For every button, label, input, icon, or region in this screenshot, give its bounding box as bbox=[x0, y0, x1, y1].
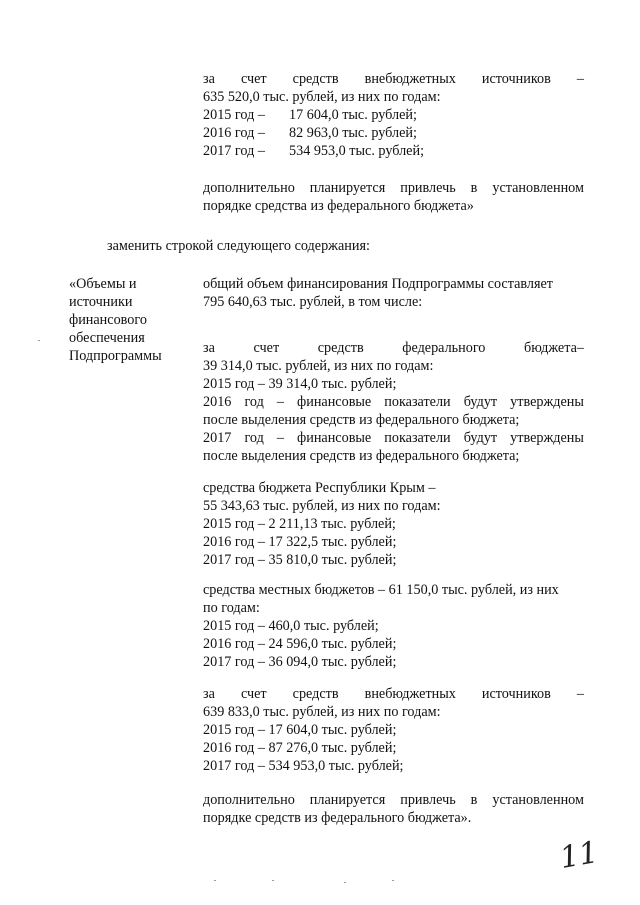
scan-speck bbox=[272, 880, 274, 881]
left-label-line-2: источники bbox=[69, 294, 133, 310]
left-label-line-4: обеспечения bbox=[69, 330, 145, 346]
top-extra-line2: порядке средства из федерального бюджета» bbox=[203, 198, 474, 214]
federal-line-2: 39 314,0 тыс. рублей, из них по годам: bbox=[203, 358, 434, 374]
top-year-2016: 2016 год – 82 963,0 тыс. рублей; bbox=[203, 125, 417, 141]
top-year-2017: 2017 год – 534 953,0 тыс. рублей; bbox=[203, 143, 425, 159]
crimea-year-2015: 2015 год – 2 211,13 тыс. рублей; bbox=[203, 516, 396, 532]
federal-year-2017-line2: после выделения средств из федерального бюджета; bbox=[203, 448, 520, 464]
top-intro-line2: 635 520,0 тыс. рублей, из них по годам: bbox=[203, 89, 441, 105]
crimea-year-2017: 2017 год – 35 810,0 тыс. рублей; bbox=[203, 552, 397, 568]
scan-speck bbox=[38, 340, 40, 341]
local-year-2015: 2015 год – 460,0 тыс. рублей; bbox=[203, 618, 379, 634]
crimea-line-2: 55 343,63 тыс. рублей, из них по годам: bbox=[203, 498, 441, 514]
extrabudget-year-2016: 2016 год – 87 276,0 тыс. рублей; bbox=[203, 740, 397, 756]
federal-line-1: за счет средств федерального бюджета– bbox=[203, 340, 584, 356]
local-year-2017: 2017 год – 36 094,0 тыс. рублей; bbox=[203, 654, 397, 670]
extrabudget-year-2015: 2015 год – 17 604,0 тыс. рублей; bbox=[203, 722, 397, 738]
page-number: 11 bbox=[557, 834, 601, 877]
crimea-line-1: средства бюджета Республики Крым – bbox=[203, 480, 436, 496]
federal-year-2016: 2016 год – финансовые показатели будут утверждены bbox=[203, 394, 584, 410]
total-line-2: 795 640,63 тыс. рублей, в том числе: bbox=[203, 294, 423, 310]
final-line-1: дополнительно планируется привлечь в установленном bbox=[203, 792, 584, 808]
total-line-1: общий объем финансирования Подпрограммы составляет bbox=[203, 276, 553, 292]
replace-instruction: заменить строкой следующего содержания: bbox=[107, 238, 370, 254]
federal-year-2017: 2017 год – финансовые показатели будут утверждены bbox=[203, 430, 584, 446]
top-intro-line: за счет средств внебюджетных источников – bbox=[203, 71, 584, 87]
crimea-year-2016: 2016 год – 17 322,5 тыс. рублей; bbox=[203, 534, 397, 550]
local-line-2: по годам: bbox=[203, 600, 260, 616]
scan-speck bbox=[214, 880, 216, 881]
final-line-2: порядке средств из федерального бюджета». bbox=[203, 810, 472, 826]
left-label-line-5: Подпрограммы bbox=[69, 348, 162, 364]
extrabudget-line-1: за счет средств внебюджетных источников – bbox=[203, 686, 584, 702]
scan-speck bbox=[344, 882, 346, 883]
left-label-line-1: «Объемы и bbox=[69, 276, 137, 292]
local-line-1: средства местных бюджетов – 61 150,0 тыс. рублей, из них bbox=[203, 582, 559, 598]
left-label-line-3: финансового bbox=[69, 312, 147, 328]
extrabudget-year-2017: 2017 год – 534 953,0 тыс. рублей; bbox=[203, 758, 404, 774]
top-extra-line: дополнительно планируется привлечь в установленном bbox=[203, 180, 584, 196]
federal-year-2015: 2015 год – 39 314,0 тыс. рублей; bbox=[203, 376, 397, 392]
scan-speck bbox=[392, 880, 394, 881]
federal-year-2016-line2: после выделения средств из федерального бюджета; bbox=[203, 412, 520, 428]
top-year-2015: 2015 год – 17 604,0 тыс. рублей; bbox=[203, 107, 417, 123]
local-year-2016: 2016 год – 24 596,0 тыс. рублей; bbox=[203, 636, 397, 652]
extrabudget-line-2: 639 833,0 тыс. рублей, из них по годам: bbox=[203, 704, 441, 720]
